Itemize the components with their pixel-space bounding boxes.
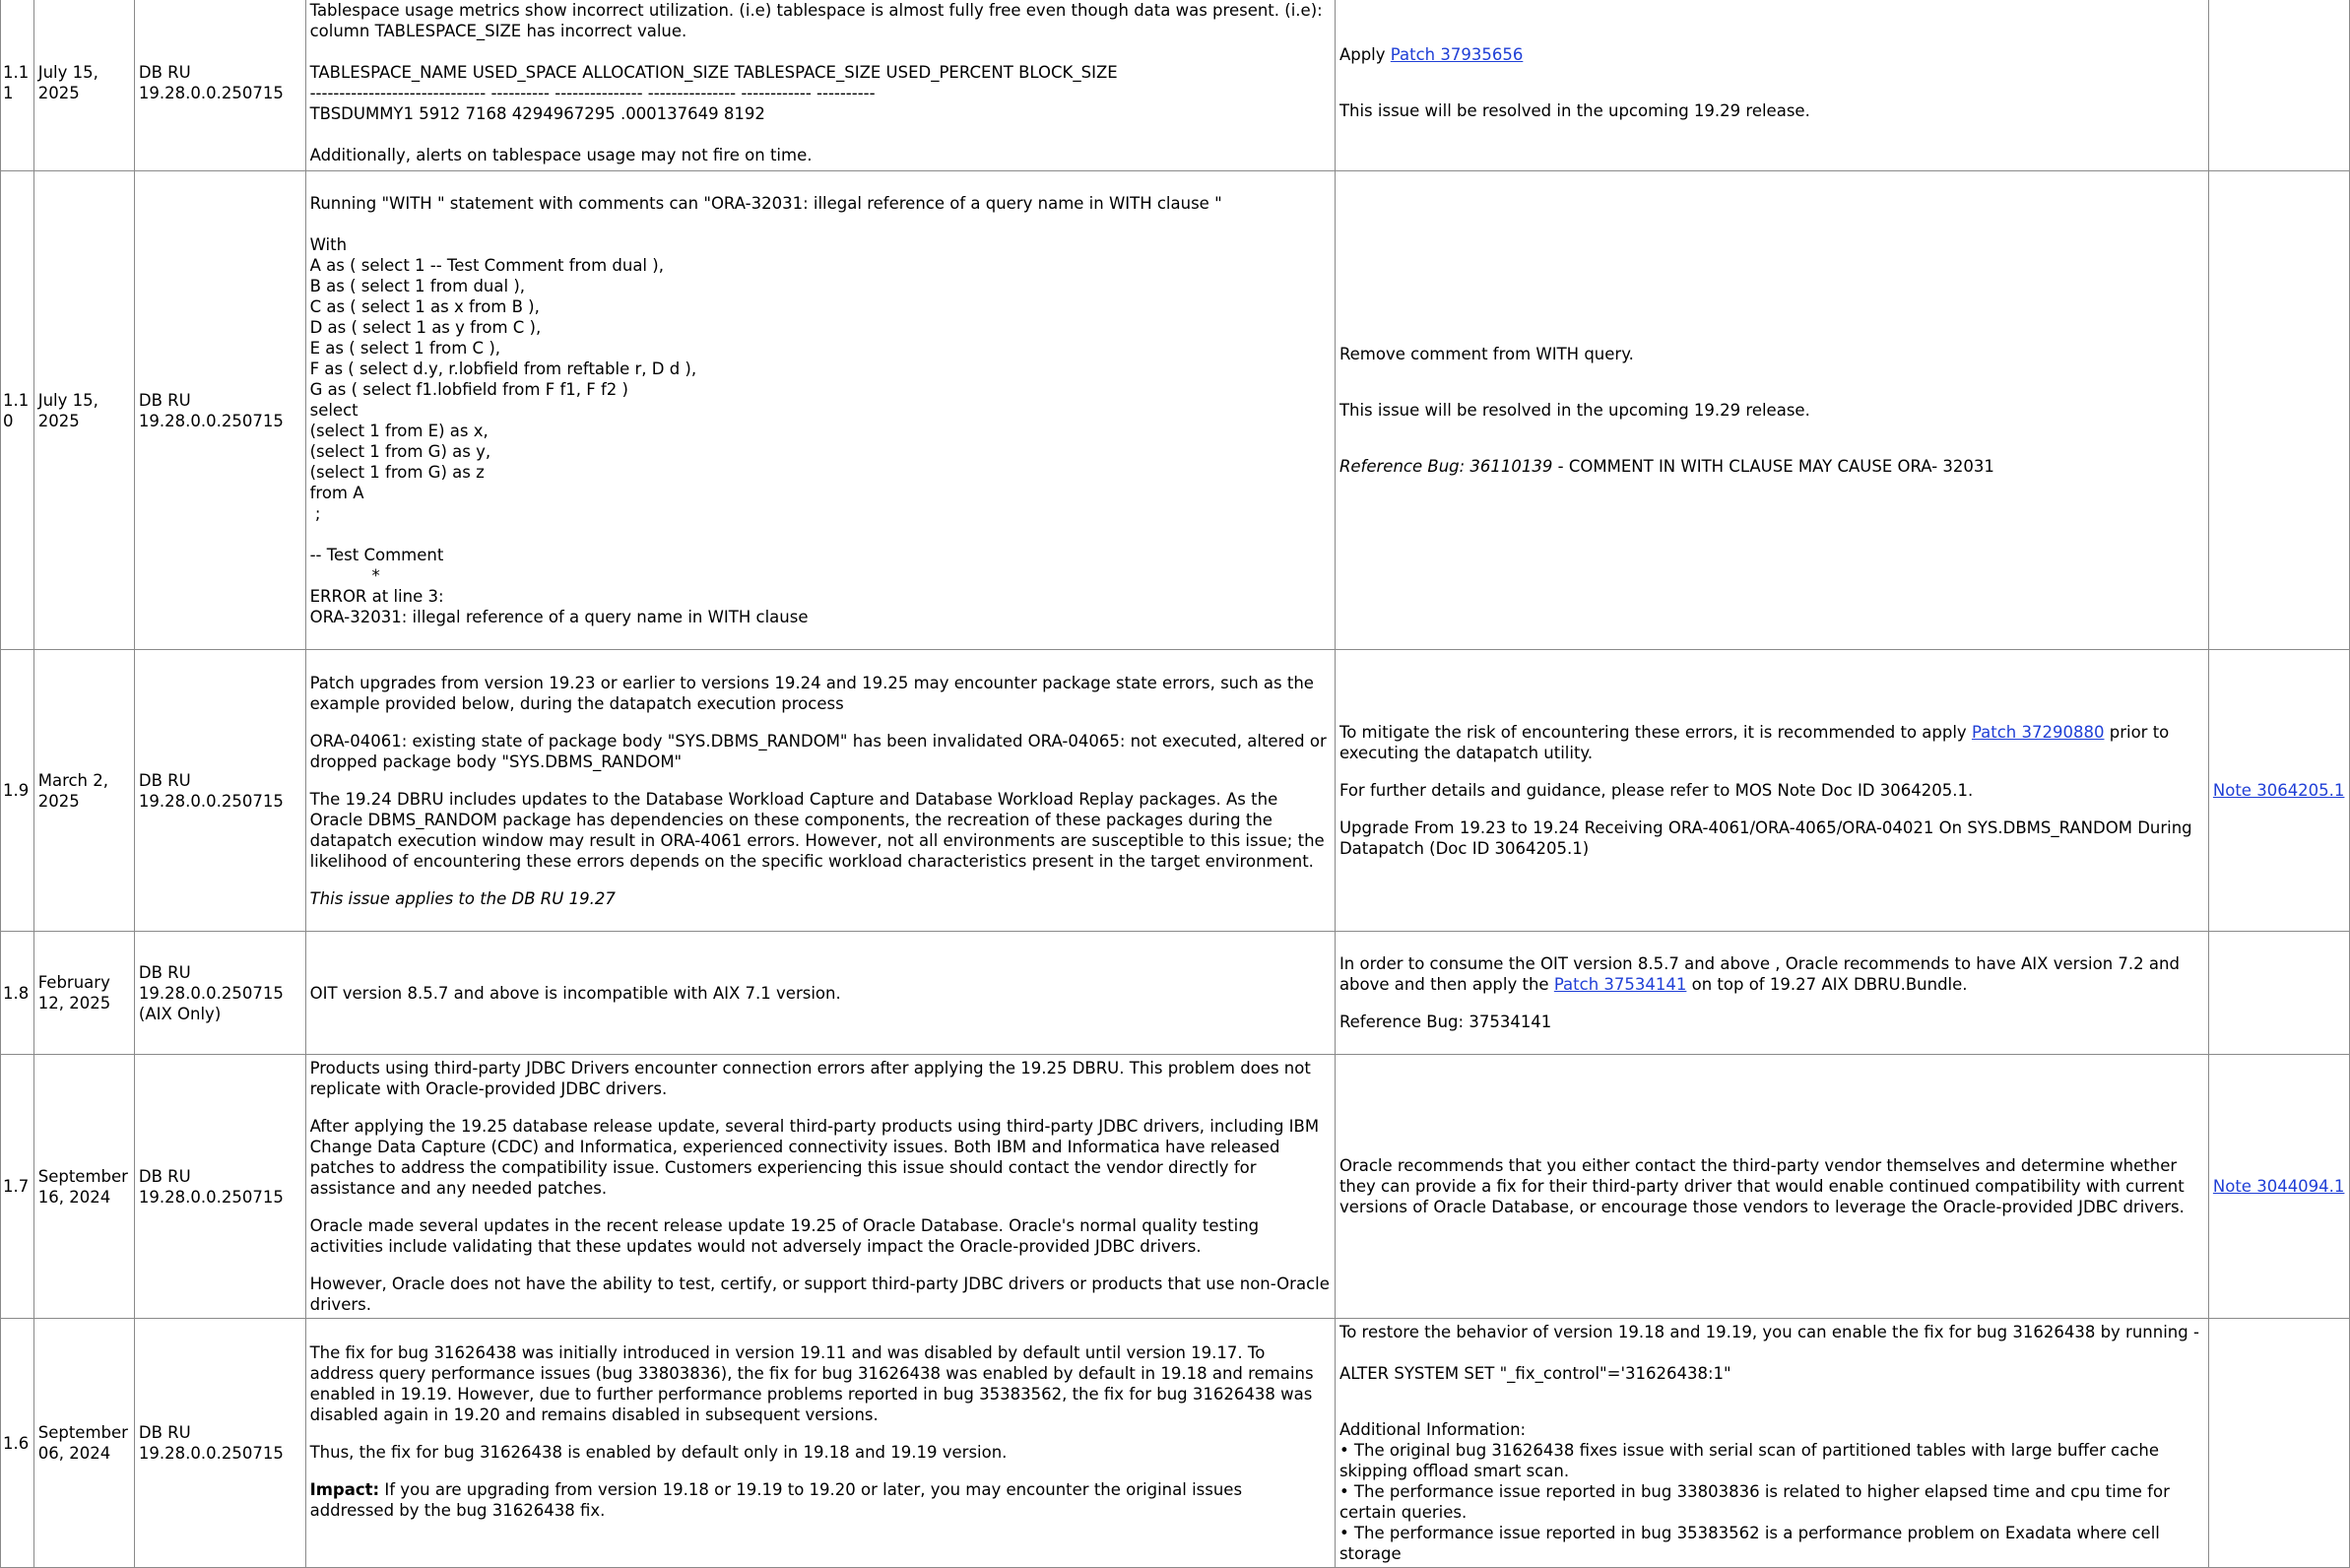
issue-note bbox=[2208, 932, 2349, 1055]
note-link[interactable]: Note 3064205.1 bbox=[2212, 781, 2345, 800]
table-row bbox=[1, 1319, 2350, 1568]
workaround-resolution: This issue will be resolved in the upcoming 19.29 release. bbox=[1338, 401, 1810, 420]
workaround-text: Apply bbox=[1338, 45, 1391, 64]
workaround-text: on top of 19.27 AIX DBRU.Bundle. bbox=[1686, 975, 1968, 994]
table-row bbox=[1, 171, 2350, 650]
issue-number: 1.10 bbox=[1, 171, 34, 650]
workaround-paragraph: For further details and guidance, please refer to MOS Note Doc ID 3064205.1. bbox=[1338, 781, 1974, 800]
workaround-reference: Reference Bug: 37534141 bbox=[1338, 1013, 1552, 1031]
desc-paragraph: OIT version 8.5.7 and above is incompatible with AIX 7.1 version. bbox=[309, 983, 841, 1003]
table-row bbox=[1, 932, 2350, 1055]
desc-paragraph: Oracle made several updates in the recent release update 19.25 of Oracle Database. Oracle's normal quality testing activities include validating that these updates would not adversely impact the Oracle-provided JDBC drivers. bbox=[309, 1216, 1265, 1256]
desc-paragraph: Thus, the fix for bug 31626438 is enabled by default only in 19.18 and 19.19 version. bbox=[309, 1443, 1008, 1462]
impact-text: If you are upgrading from version 19.18 or 19.19 to 19.20 or later, you may encounter the original issues addressed by the bug 31626438 fix. bbox=[309, 1480, 1248, 1520]
workaround-text: In order to consume the OIT version 8.5.7 and above , Oracle recommends to have AIX version 7.2 and above and then apply the bbox=[1338, 954, 2186, 994]
table-row bbox=[1, 650, 2350, 932]
reference-bug-text: - COMMENT IN WITH CLAUSE MAY CAUSE ORA- 32031 bbox=[1552, 457, 1994, 476]
workaround-paragraph: To restore the behavior of version 19.18 and 19.19, you can enable the fix for bug 31626438 by running - bbox=[1338, 1323, 2199, 1341]
table-row bbox=[1, 1055, 2350, 1319]
workaround-reference bbox=[1339, 456, 2204, 477]
desc-code-line: B as ( select 1 from dual ), bbox=[309, 277, 526, 295]
desc-code-line: (select 1 from E) as x, bbox=[309, 422, 489, 440]
issue-workaround bbox=[1335, 650, 2208, 932]
desc-code-line: select bbox=[309, 401, 359, 420]
issue-workaround bbox=[1335, 171, 2208, 650]
desc-paragraph: Products using third-party JDBC Drivers encounter connection errors after applying the 19.25 DBRU. This problem does not replicate with Oracle-provided JDBC drivers. bbox=[309, 1059, 1317, 1098]
desc-error-line: * bbox=[309, 566, 380, 585]
issue-version: DB RU 19.28.0.0.250715 bbox=[134, 650, 305, 932]
desc-code-line: E as ( select 1 from C ), bbox=[309, 339, 501, 358]
issue-version: DB RU 19.28.0.0.250715 (AIX Only) bbox=[134, 932, 305, 1055]
desc-code-line: G as ( select f1.lobfield from F f1, F f2 ) bbox=[309, 380, 628, 399]
workaround-command: ALTER SYSTEM SET "_fix_control"='31626438:1" bbox=[1338, 1364, 1731, 1383]
desc-code-line: F as ( select d.y, r.lobfield from reftable r, D d ), bbox=[309, 359, 697, 378]
patch-link[interactable]: Patch 37290880 bbox=[1971, 723, 2105, 742]
issue-note bbox=[2208, 650, 2349, 932]
issue-description bbox=[305, 1319, 1335, 1568]
workaround-paragraph: Upgrade From 19.23 to 19.24 Receiving ORA-4061/ORA-4065/ORA-04021 On SYS.DBMS_RANDOM During Datapatch (Doc ID 3064205.1) bbox=[1338, 818, 2197, 858]
issue-version: DB RU 19.28.0.0.250715 bbox=[134, 0, 305, 171]
desc-error-line: -- Test Comment bbox=[309, 546, 444, 564]
desc-code-line: from A bbox=[309, 484, 364, 502]
issue-note bbox=[2208, 1319, 2349, 1568]
patch-link[interactable]: Patch 37935656 bbox=[1390, 45, 1524, 64]
desc-impact bbox=[310, 1479, 1331, 1521]
issue-workaround bbox=[1335, 932, 2208, 1055]
desc-error-line: ORA-32031: illegal reference of a query name in WITH clause bbox=[309, 608, 809, 626]
desc-table-divider: ------------------------------ ---------- --------------- --------------- ------------ ---------- bbox=[309, 84, 876, 102]
desc-applies-note: This issue applies to the DB RU 19.27 bbox=[309, 888, 616, 908]
issue-description bbox=[305, 171, 1335, 650]
workaround-text: To mitigate the risk of encountering these errors, it is recommended to apply bbox=[1338, 723, 1972, 742]
desc-paragraph: Running "WITH " statement with comments can "ORA-32031: illegal reference of a query name in WITH clause " bbox=[309, 194, 1222, 213]
desc-code-line: (select 1 from G) as y, bbox=[309, 442, 491, 461]
desc-code-line: C as ( select 1 as x from B ), bbox=[309, 297, 540, 316]
issue-version: DB RU 19.28.0.0.250715 bbox=[134, 1319, 305, 1568]
issue-description bbox=[305, 1055, 1335, 1319]
reference-bug-label: Reference Bug: 36110139 bbox=[1338, 457, 1553, 476]
issue-number: 1.9 bbox=[1, 650, 34, 932]
desc-paragraph: After applying the 19.25 database release update, several third-party products using third-party JDBC drivers, including IBM Change Data Capture (CDC) and Informatica, experienced connectivity issues. Both IBM and Informatica have released patches to address the compatibility issue. Customers experiencing this issue should contact the vendor directly for assistance and any needed patches. bbox=[309, 1117, 1325, 1198]
workaround-paragraph bbox=[1339, 953, 2204, 995]
desc-paragraph: The 19.24 DBRU includes updates to the Database Workload Capture and Database Workload Replay packages. As the Oracle DBMS_RANDOM package has dependencies on these components, the recreation of these packages during the datapatch execution window may result in ORA-4061 errors. However, not all environments are susceptible to this issue; the likelihood of encountering these errors depends on the specific workload characteristics present in the target environment. bbox=[309, 789, 1330, 871]
desc-table-values: TBSDUMMY1 5912 7168 4294967295 .000137649 8192 bbox=[309, 104, 765, 123]
workaround-paragraph: Remove comment from WITH query. bbox=[1338, 345, 1634, 363]
patch-link[interactable]: Patch 37534141 bbox=[1553, 975, 1687, 994]
issue-version: DB RU 19.28.0.0.250715 bbox=[134, 171, 305, 650]
impact-label: Impact: bbox=[309, 1480, 380, 1499]
issue-date: March 2, 2025 bbox=[33, 650, 134, 932]
desc-code-line: D as ( select 1 as y from C ), bbox=[309, 318, 542, 337]
issue-date: September 16, 2024 bbox=[33, 1055, 134, 1319]
desc-paragraph: The fix for bug 31626438 was initially introduced in version 19.11 and was disabled by default until version 19.17. To address query performance issues (bug 33803836), the fix for bug 31626438 was enabled by default in 19.18 and remains enabled in 19.19. However, due to further performance problems reported in bug 35383562, the fix for bug 31626438 was disabled again in 19.20 and remains disabled in subsequent versions. bbox=[309, 1343, 1319, 1424]
issue-number: 1.7 bbox=[1, 1055, 34, 1319]
note-link[interactable]: Note 3044094.1 bbox=[2212, 1177, 2345, 1196]
desc-paragraph: Additionally, alerts on tablespace usage may not fire on time. bbox=[309, 146, 813, 164]
desc-paragraph: ORA-04061: existing state of package body "SYS.DBMS_RANDOM" has been invalidated ORA-04065: not executed, altered or dropped package body "SYS.DBMS_RANDOM" bbox=[309, 731, 1333, 771]
issue-workaround bbox=[1335, 1055, 2208, 1319]
table-row bbox=[1, 0, 2350, 171]
workaround-text: prior to executing the datapatch utility. bbox=[1338, 723, 2175, 762]
issue-number: 1.11 bbox=[1, 0, 34, 171]
issue-note bbox=[2208, 0, 2349, 171]
workaround-resolution: This issue will be resolved in the upcoming 19.29 release. bbox=[1338, 101, 1810, 120]
issue-workaround bbox=[1335, 0, 2208, 171]
workaround-paragraph bbox=[1339, 722, 2204, 763]
issue-version: DB RU 19.28.0.0.250715 bbox=[134, 1055, 305, 1319]
issue-date: February 12, 2025 bbox=[33, 932, 134, 1055]
workaround-heading: Additional Information: bbox=[1338, 1420, 1527, 1439]
issue-note bbox=[2208, 171, 2349, 650]
workaround-paragraph bbox=[1339, 44, 2204, 65]
desc-paragraph: However, Oracle does not have the ability to test, certify, or support third-party JDBC drivers or products that use non-Oracle drivers. bbox=[309, 1274, 1336, 1314]
issue-description bbox=[305, 650, 1335, 932]
workaround-bullet: • The performance issue reported in bug 35383562 is a performance problem on Exadata where cell storage bbox=[1338, 1524, 2166, 1563]
issue-date: July 15, 2025 bbox=[33, 171, 134, 650]
desc-code-line: With bbox=[309, 235, 348, 254]
issue-description bbox=[305, 932, 1335, 1055]
issue-workaround bbox=[1335, 1319, 2208, 1568]
workaround-paragraph: Oracle recommends that you either contact the third-party vendor themselves and determine whether they can provide a fix for their third-party driver that would enable continued compatibility with current versions of Oracle Database, or encourage those vendors to leverage the Oracle-provided JDBC drivers. bbox=[1338, 1156, 2189, 1216]
workaround-bullet: • The performance issue reported in bug 33803836 is related to higher elapsed time and cpu time for certain queries. bbox=[1338, 1482, 2176, 1522]
desc-code-line: A as ( select 1 -- Test Comment from dual ), bbox=[309, 256, 664, 275]
desc-code-line: (select 1 from G) as z bbox=[309, 463, 485, 482]
desc-paragraph: Patch upgrades from version 19.23 or earlier to versions 19.24 and 19.25 may encounter package state errors, such as the example provided below, during the datapatch execution process bbox=[309, 673, 1320, 713]
desc-paragraph: Tablespace usage metrics show incorrect utilization. (i.e) tablespace is almost fully free even though data was present. (i.e): column TABLESPACE_SIZE has incorrect value. bbox=[309, 1, 1328, 40]
issue-description bbox=[305, 0, 1335, 171]
issue-number: 1.8 bbox=[1, 932, 34, 1055]
issue-date: September 06, 2024 bbox=[33, 1319, 134, 1568]
issue-note bbox=[2208, 1055, 2349, 1319]
workaround-bullet: • The original bug 31626438 fixes issue with serial scan of partitioned tables with large buffer cache skipping offload smart scan. bbox=[1338, 1441, 2165, 1480]
desc-error-line: ERROR at line 3: bbox=[309, 587, 444, 606]
issue-date: July 15, 2025 bbox=[33, 0, 134, 171]
desc-table-header: TABLESPACE_NAME USED_SPACE ALLOCATION_SIZE TABLESPACE_SIZE USED_PERCENT BLOCK_SIZE bbox=[309, 63, 1118, 82]
issue-number: 1.6 bbox=[1, 1319, 34, 1568]
desc-code-line: ; bbox=[309, 504, 321, 523]
